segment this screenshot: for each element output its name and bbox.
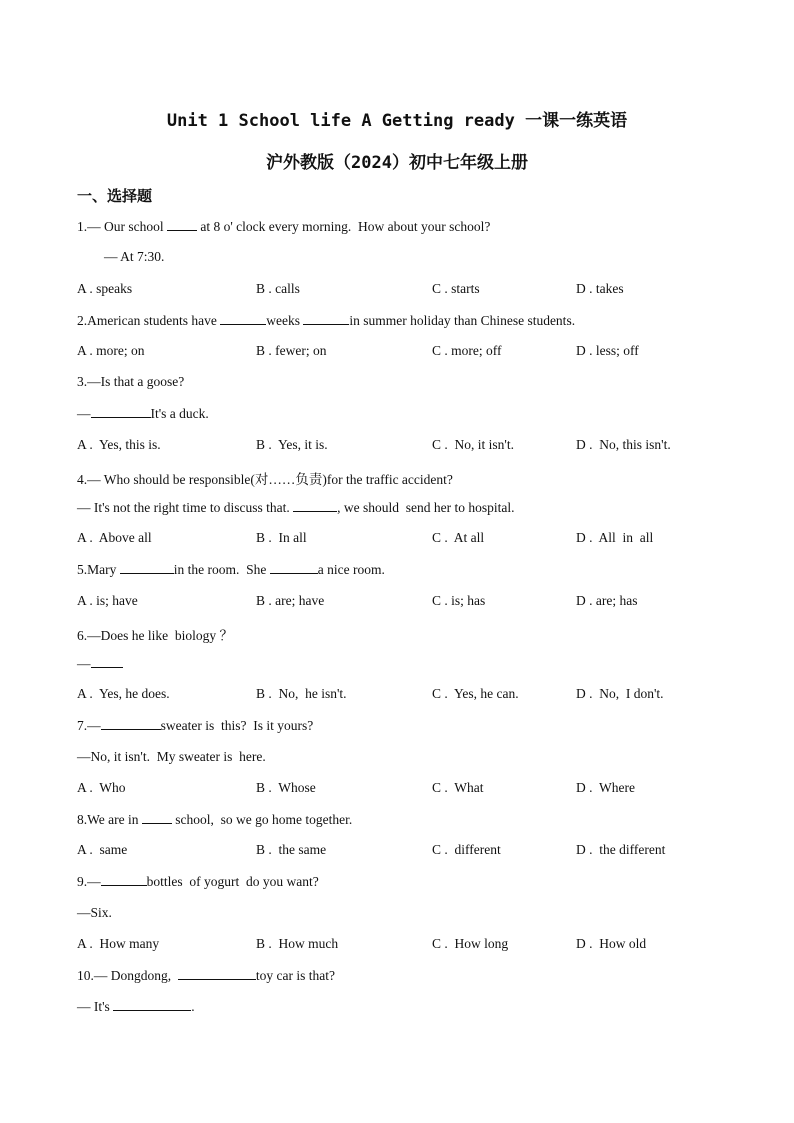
q3-option-d[interactable]: D . No, this isn't. — [576, 437, 671, 452]
question-3-answer: — It's a duck. — [77, 406, 209, 421]
q1-option-c[interactable]: C . starts — [432, 281, 480, 296]
q9-option-a[interactable]: A . How many — [77, 936, 160, 951]
question-9: 9.— bottles of yogurt do you want? — [77, 874, 319, 889]
question-10: 10.— Dongdong, toy car is that? — [77, 968, 335, 983]
q8-option-c[interactable]: C . different — [432, 842, 501, 857]
q1-option-d[interactable]: D . takes — [576, 281, 624, 296]
answer-blank[interactable] — [178, 967, 256, 980]
q2-option-b[interactable]: B . fewer; on — [256, 343, 327, 358]
q7-option-c[interactable]: C . What — [432, 780, 484, 795]
question-7-answer: —No, it isn't. My sweater is here. — [77, 749, 266, 764]
q6-option-a[interactable]: A . Yes, he does. — [77, 686, 170, 701]
q5-option-b[interactable]: B . are; have — [256, 593, 325, 608]
q8-option-d[interactable]: D . the different — [576, 842, 666, 857]
answer-blank[interactable] — [167, 218, 197, 231]
q5-option-d[interactable]: D . are; has — [576, 593, 638, 608]
answer-blank[interactable] — [101, 717, 161, 730]
q4-option-b[interactable]: B . In all — [256, 530, 307, 545]
question-1-answer: — At 7:30. — [104, 249, 165, 264]
q3-option-c[interactable]: C . No, it isn't. — [432, 437, 514, 452]
answer-blank[interactable] — [101, 873, 147, 886]
answer-blank[interactable] — [142, 811, 172, 824]
answer-blank[interactable] — [270, 561, 318, 574]
section-heading: 一、选择题 — [77, 187, 153, 205]
q5-option-c[interactable]: C . is; has — [432, 593, 486, 608]
question-3: 3.—Is that a goose? — [77, 374, 185, 389]
answer-blank[interactable] — [91, 655, 123, 668]
question-2: 2.American students have weeks in summer holiday than Chinese students. — [77, 313, 576, 328]
question-5: 5.Mary in the room. She a nice room. — [77, 562, 385, 577]
q4-option-a[interactable]: A . Above all — [77, 530, 152, 545]
q5-option-a[interactable]: A . is; have — [77, 593, 138, 608]
answer-blank[interactable] — [120, 561, 174, 574]
q6-option-c[interactable]: C . Yes, he can. — [432, 686, 519, 701]
q8-option-a[interactable]: A . same — [77, 842, 128, 857]
q4-option-d[interactable]: D . All in all — [576, 530, 654, 545]
question-6: 6.—Does he like biology ？ — [77, 628, 233, 643]
question-6-answer: — — [77, 655, 123, 672]
answer-blank[interactable] — [113, 998, 191, 1011]
q9-option-d[interactable]: D . How old — [576, 936, 647, 951]
question-4: 4.— Who should be responsible(对……负责)for the traffic accident? — [77, 472, 453, 487]
question-4-line2: — It's not the right time to discuss that. , we should send her to hospital. — [77, 500, 515, 515]
q3-option-b[interactable]: B . Yes, it is. — [256, 437, 328, 452]
q2-option-a[interactable]: A . more; on — [77, 343, 145, 358]
q9-option-c[interactable]: C . How long — [432, 936, 509, 951]
q6-option-d[interactable]: D . No, I don't. — [576, 686, 664, 701]
q2-option-d[interactable]: D . less; off — [576, 343, 639, 358]
q1-option-b[interactable]: B . calls — [256, 281, 300, 296]
q8-option-b[interactable]: B . the same — [256, 842, 327, 857]
answer-blank[interactable] — [293, 499, 337, 512]
document-title-line1: Unit 1 School life A Getting ready 一课一练英语 — [166, 111, 628, 131]
q2-option-c[interactable]: C . more; off — [432, 343, 502, 358]
q7-option-b[interactable]: B . Whose — [256, 780, 316, 795]
q9-option-b[interactable]: B . How much — [256, 936, 339, 951]
question-1: 1.— Our school at 8 o' clock every morning. How about your school? — [77, 219, 491, 234]
answer-blank[interactable] — [303, 312, 349, 325]
q7-option-a[interactable]: A . Who — [77, 780, 126, 795]
q6-option-b[interactable]: B . No, he isn't. — [256, 686, 347, 701]
document-title-line2: 沪外教版（2024）初中七年级上册 — [266, 153, 528, 173]
answer-blank[interactable] — [220, 312, 266, 325]
answer-blank[interactable] — [91, 405, 151, 418]
q3-option-a[interactable]: A . Yes, this is. — [77, 437, 161, 452]
q1-option-a[interactable]: A . speaks — [77, 281, 133, 296]
q7-option-d[interactable]: D . Where — [576, 780, 635, 795]
question-8: 8.We are in school, so we go home together. — [77, 812, 353, 827]
question-10-answer: — It's . — [77, 999, 195, 1014]
q4-option-c[interactable]: C . At all — [432, 530, 485, 545]
question-9-answer: —Six. — [77, 905, 112, 920]
question-7: 7.— sweater is this? Is it yours? — [77, 718, 314, 733]
